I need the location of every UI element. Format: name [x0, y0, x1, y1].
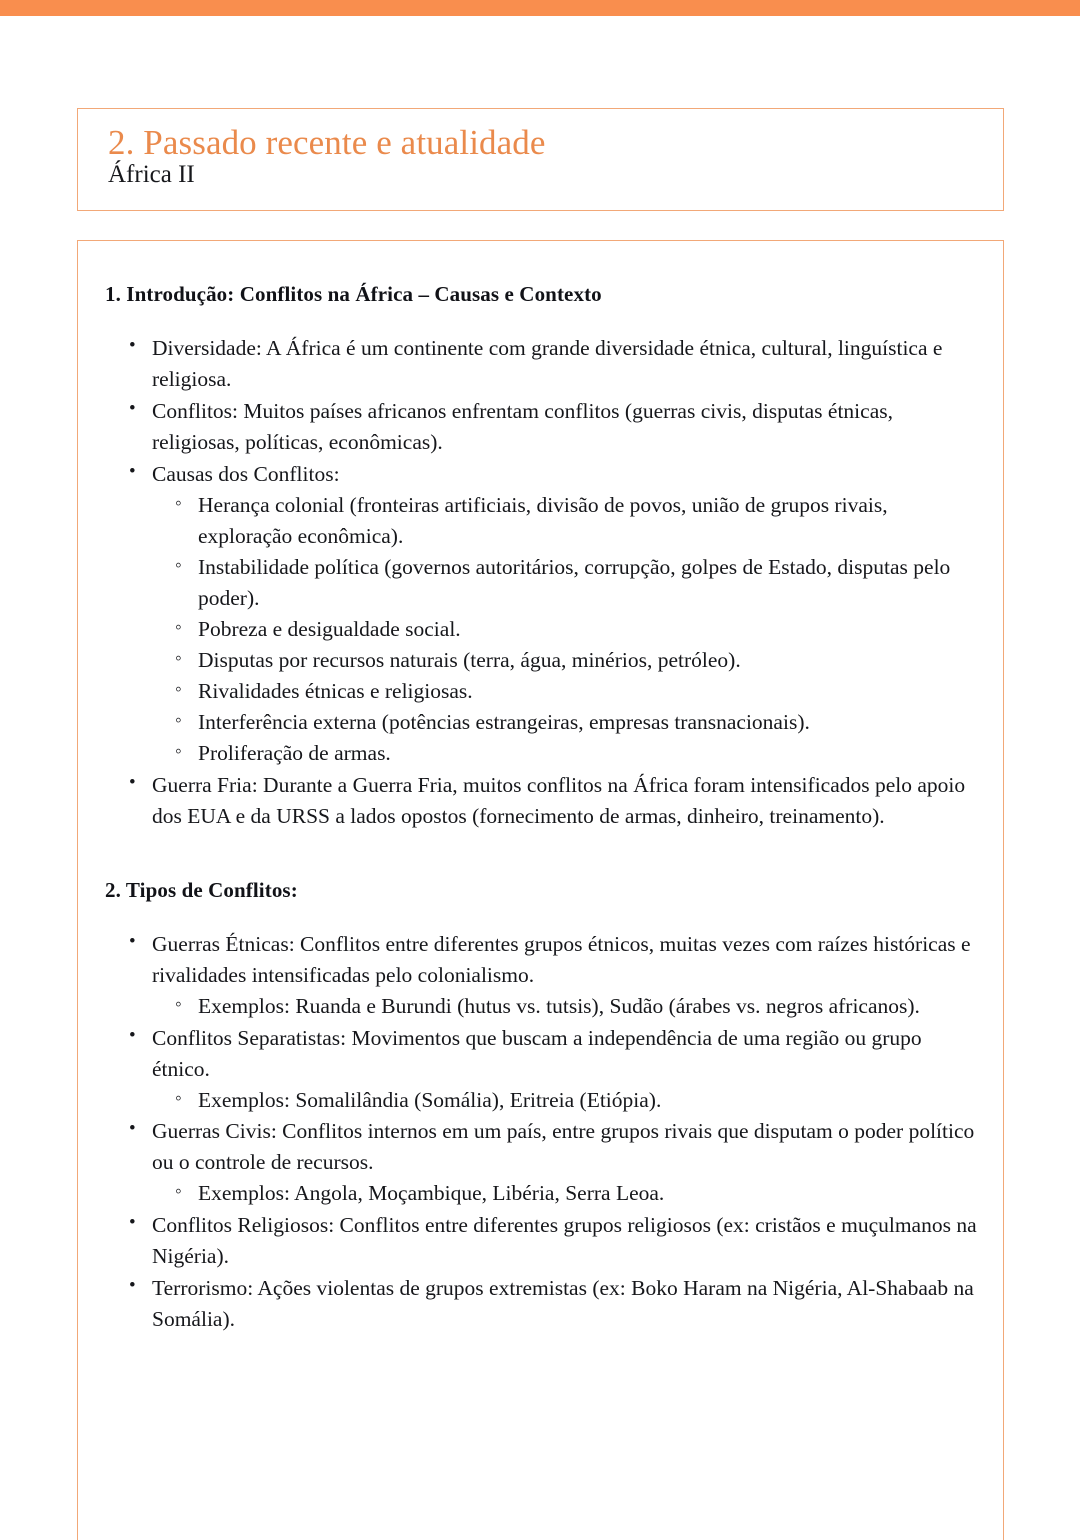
section-1-bullet-list: [105, 333, 979, 831]
bullet-text: Causas dos Conflitos:: [152, 462, 340, 487]
sub-bullet-text: Instabilidade política (governos autoritários, corrupção, golpes de Estado, disputas pelo poder).: [198, 554, 951, 610]
sub-bullet-item: [174, 676, 979, 707]
sub-bullet-item: [174, 490, 979, 552]
bullet-text: Guerras Étnicas: Conflitos entre diferentes grupos étnicos, muitas vezes com raízes históricas e rivalidades intensificadas pelo colonialismo.: [152, 931, 971, 987]
bullet-text: Conflitos Separatistas: Movimentos que buscam a independência de uma região ou grupo étnico.: [152, 1025, 922, 1081]
sub-bullet-text: Interferência externa (potências estrangeiras, empresas transnacionais).: [198, 709, 810, 734]
document-header-box: [77, 108, 1004, 211]
sub-bullet-item: [174, 552, 979, 614]
bullet-text: Conflitos Religiosos: Conflitos entre diferentes grupos religiosos (ex: cristãos e muçulmanos na Nigéria).: [152, 1213, 977, 1269]
bullet-item: [126, 770, 979, 832]
sub-bullet-text: Disputas por recursos naturais (terra, água, minérios, petróleo).: [198, 647, 741, 672]
bullet-item: [126, 1023, 979, 1116]
bullet-text: Conflitos: Muitos países africanos enfrentam conflitos (guerras civis, disputas étnicas, religiosas, políticas, econômicas).: [152, 399, 893, 455]
sub-bullet-list: [152, 1085, 979, 1116]
sub-bullet-list: [152, 1178, 979, 1209]
section-1-heading: 1. Introdução: Conflitos na África – Causas e Contexto: [105, 282, 602, 306]
sub-bullet-list: [152, 490, 979, 769]
sub-bullet-item: [174, 991, 979, 1022]
page-title: 2. Passado recente e atualidade: [108, 123, 546, 162]
bullet-text: Diversidade: A África é um continente com grande diversidade étnica, cultural, linguística e religiosa.: [152, 336, 943, 392]
sub-bullet-item: [174, 738, 979, 769]
bullet-text: Terrorismo: Ações violentas de grupos extremistas (ex: Boko Haram na Nigéria, Al-Shabaab na Somália).: [152, 1276, 974, 1332]
bullet-text: Guerras Civis: Conflitos internos em um país, entre grupos rivais que disputam o poder político ou o controle de recursos.: [152, 1119, 975, 1175]
sub-bullet-item: [174, 707, 979, 738]
sub-bullet-text: Rivalidades étnicas e religiosas.: [198, 678, 473, 703]
sub-bullet-item: [174, 645, 979, 676]
bullet-item: [126, 1273, 979, 1335]
page-subtitle: África II: [108, 160, 195, 188]
bullet-item: [126, 1116, 979, 1209]
bullet-item: [126, 929, 979, 1022]
sub-bullet-text: Proliferação de armas.: [198, 740, 391, 765]
bullet-item: [126, 333, 979, 395]
bullet-item: [126, 459, 979, 769]
top-accent-band: [0, 0, 1080, 16]
sub-bullet-text: Exemplos: Ruanda e Burundi (hutus vs. tutsis), Sudão (árabes vs. negros africanos).: [198, 993, 920, 1018]
sub-bullet-text: Pobreza e desigualdade social.: [198, 616, 461, 641]
bullet-text: Guerra Fria: Durante a Guerra Fria, muitos conflitos na África foram intensificados pelo apoio dos EUA e da URSS a lados opostos (fornecimento de armas, dinheiro, treinamento).: [152, 772, 966, 828]
document-content-box: [77, 240, 1004, 1540]
sub-bullet-item: [174, 614, 979, 645]
page-sheet: [0, 16, 1080, 1528]
bullet-item: [126, 1210, 979, 1272]
sub-bullet-text: Exemplos: Angola, Moçambique, Libéria, Serra Leoa.: [198, 1181, 665, 1206]
sub-bullet-item: [174, 1178, 979, 1209]
sub-bullet-text: Herança colonial (fronteiras artificiais, divisão de povos, união de grupos rivais, exploração econômica).: [198, 493, 888, 548]
sub-bullet-item: [174, 1085, 979, 1116]
sub-bullet-list: [152, 991, 979, 1022]
section-2-bullet-list: [105, 929, 979, 1335]
bullet-item: [126, 396, 979, 458]
sub-bullet-text: Exemplos: Somalilândia (Somália), Eritreia (Etiópia).: [198, 1087, 662, 1112]
section-2-heading: 2. Tipos de Conflitos:: [105, 877, 298, 902]
